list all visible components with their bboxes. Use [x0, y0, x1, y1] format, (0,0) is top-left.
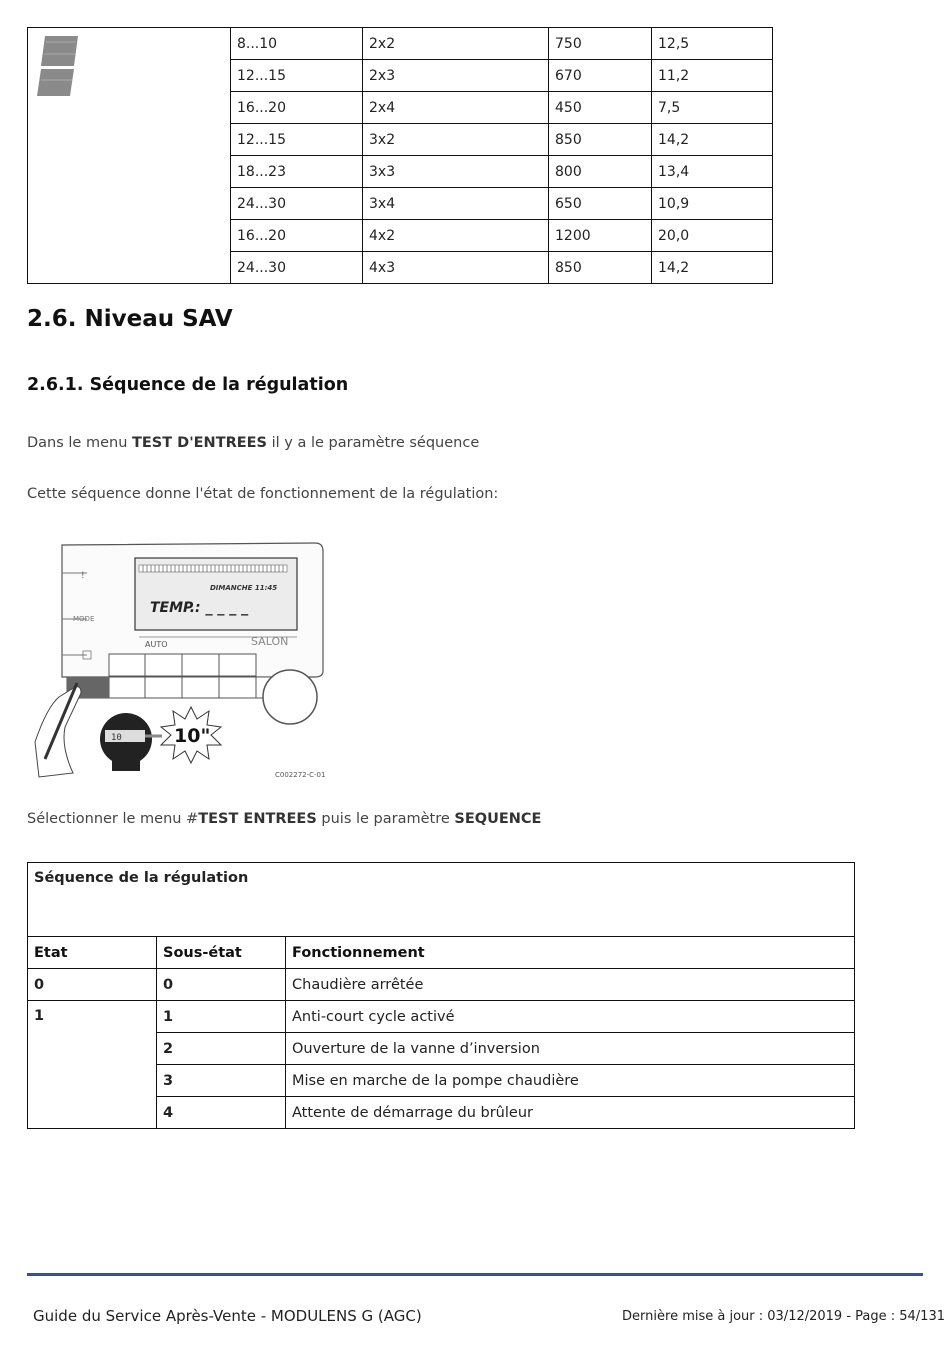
- paragraph-text: il y a le paramètre séquence: [267, 435, 480, 451]
- footer-rule: [27, 1273, 923, 1276]
- table-cell: 3x2: [363, 124, 549, 156]
- screen-salon: SALON: [251, 635, 289, 648]
- table-cell: 1200: [549, 220, 652, 252]
- table-cell: 2x3: [363, 60, 549, 92]
- table-cell: 8...10: [231, 28, 363, 60]
- table-cell: 7,5: [652, 92, 773, 124]
- table-cell: 10,9: [652, 188, 773, 220]
- fonctionnement-cell: Attente de démarrage du brûleur: [286, 1097, 855, 1129]
- table-cell: 13,4: [652, 156, 773, 188]
- table-cell: 450: [549, 92, 652, 124]
- table-cell: 4x2: [363, 220, 549, 252]
- fonctionnement-cell: Ouverture de la vanne d’inversion: [286, 1033, 855, 1065]
- sous-etat-cell: 3: [157, 1065, 286, 1097]
- column-header: Sous-état: [157, 937, 286, 969]
- table-cell: 24...30: [231, 252, 363, 284]
- footer-page-info: Dernière mise à jour : 03/12/2019 - Page : 54/131: [622, 1309, 945, 1324]
- fonctionnement-cell: Anti-court cycle activé: [286, 1001, 855, 1033]
- table-cell: 2x4: [363, 92, 549, 124]
- table-cell: 750: [549, 28, 652, 60]
- paragraph-text: puis le paramètre: [316, 811, 455, 827]
- fonctionnement-cell: Chaudière arrêtée: [286, 969, 855, 1001]
- paragraph-bold: TEST D'ENTREES: [132, 435, 268, 451]
- fonctionnement-cell: Mise en marche de la pompe chaudière: [286, 1065, 855, 1097]
- figure-code: C002272-C-01: [275, 771, 326, 779]
- paragraph-bold: SEQUENCE: [454, 811, 542, 827]
- table-cell: 800: [549, 156, 652, 188]
- table-cell: 3x3: [363, 156, 549, 188]
- table-cell: 2x2: [363, 28, 549, 60]
- table-cell: 12...15: [231, 60, 363, 92]
- timer-display: 10: [111, 733, 122, 743]
- paragraph-menu: [27, 435, 479, 451]
- table-header-row: [28, 937, 855, 969]
- sous-etat-cell: 0: [157, 969, 286, 1001]
- table-row: [28, 969, 855, 1001]
- paragraph-text: Dans le menu: [27, 435, 132, 451]
- table-cell: 16...20: [231, 220, 363, 252]
- sous-etat-cell: 4: [157, 1097, 286, 1129]
- column-header: Etat: [28, 937, 157, 969]
- table-cell: 12...15: [231, 124, 363, 156]
- screen-day: DIMANCHE 11:45: [210, 584, 278, 592]
- sous-etat-cell: 1: [157, 1001, 286, 1033]
- table-cell: 14,2: [652, 252, 773, 284]
- sequence-table: [27, 862, 855, 1129]
- table-cell: 16...20: [231, 92, 363, 124]
- etat-cell: 0: [28, 969, 157, 1001]
- table-cell: 18...23: [231, 156, 363, 188]
- controller-illustration: [27, 537, 347, 782]
- table-row: [28, 28, 773, 60]
- collector-table: [27, 27, 773, 284]
- table-cell: 11,2: [652, 60, 773, 92]
- paragraph-sequence: Cette séquence donne l'état de fonctionnement de la régulation:: [27, 486, 499, 502]
- svg-text:!: !: [81, 571, 85, 581]
- paragraph-bold: TEST ENTREES: [198, 811, 317, 827]
- controller-figure: [27, 537, 347, 782]
- table-cell: 4x3: [363, 252, 549, 284]
- table-cell: 650: [549, 188, 652, 220]
- table-cell: 12,5: [652, 28, 773, 60]
- table-cell: 14,2: [652, 124, 773, 156]
- solar-panel-icon: [34, 34, 80, 96]
- table-cell: 24...30: [231, 188, 363, 220]
- table-cell: 850: [549, 124, 652, 156]
- footer-title: Guide du Service Après-Vente - MODULENS G (AGC): [33, 1307, 422, 1325]
- table-cell: 850: [549, 252, 652, 284]
- table-title-row: [28, 863, 855, 937]
- table-title: Séquence de la régulation: [28, 863, 855, 937]
- table-cell: 20,0: [652, 220, 773, 252]
- section-heading: 2.6. Niveau SAV: [27, 306, 233, 332]
- table-cell: 670: [549, 60, 652, 92]
- subsection-heading: 2.6.1. Séquence de la régulation: [27, 375, 349, 395]
- screen-temp: TEMP.: _ _ _ _: [150, 600, 249, 616]
- sous-etat-cell: 2: [157, 1033, 286, 1065]
- screen-auto: AUTO: [145, 640, 168, 649]
- column-header: Fonctionnement: [286, 937, 855, 969]
- timer-burst: 10": [174, 725, 211, 747]
- table-cell: 3x4: [363, 188, 549, 220]
- paragraph-select: [27, 811, 541, 827]
- solar-panel-cell: [28, 28, 231, 284]
- etat-cell: 1: [28, 1001, 157, 1129]
- paragraph-text: Sélectionner le menu #: [27, 811, 199, 827]
- table-row: [28, 1001, 855, 1033]
- mode-label: MODE: [73, 615, 95, 623]
